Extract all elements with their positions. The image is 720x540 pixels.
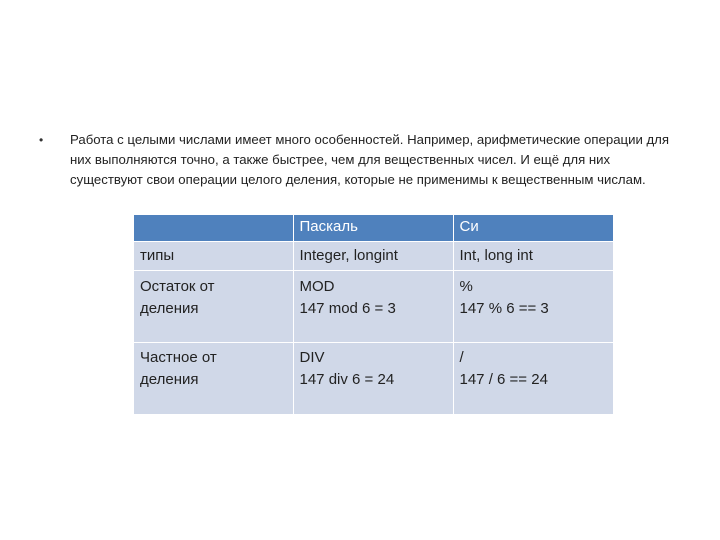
pascal-cell	[293, 270, 453, 342]
header-cell-empty	[134, 215, 293, 241]
table-header-row	[134, 215, 613, 241]
header-cell-pascal: Паскаль	[293, 215, 453, 241]
c-cell	[453, 241, 613, 270]
row-label-cell	[134, 342, 293, 414]
c-operator: %	[459, 277, 473, 295]
pascal-keyword: DIV	[299, 348, 325, 366]
row-label-line: типы	[140, 246, 175, 264]
comparison-table	[134, 215, 613, 414]
pascal-cell	[293, 241, 453, 270]
c-example: 147 % 6 == 3	[459, 299, 549, 317]
bullet-paragraph: Работа с целыми числами имеет много особенностей. Например, арифметические операции для них выполняются точно, а также быстрее, чем для вещественных чисел. И ещё для них существуют свои операции целого деления, которые не применимы к вещественным числам.	[70, 132, 670, 187]
table-row-types	[134, 241, 613, 270]
c-line: Int, long int	[459, 246, 533, 264]
table-row-quotient	[134, 342, 613, 414]
row-label-cell	[134, 241, 293, 270]
row-label-line: деления	[140, 299, 199, 317]
c-cell	[453, 342, 613, 414]
header-cell-c: Си	[453, 215, 613, 241]
row-label-line: Частное от	[140, 348, 217, 366]
bullet-marker: •	[39, 133, 44, 147]
pascal-example: 147 div 6 = 24	[299, 370, 395, 388]
c-example: 147 / 6 == 24	[459, 370, 548, 388]
row-label-cell	[134, 270, 293, 342]
pascal-keyword: MOD	[299, 277, 335, 295]
pascal-cell	[293, 342, 453, 414]
row-label-line: Остаток от	[140, 277, 215, 295]
pascal-line: Integer, longint	[299, 246, 398, 264]
row-label-line: деления	[140, 370, 199, 388]
table-row-remainder	[134, 270, 613, 342]
c-operator: /	[459, 348, 464, 366]
c-cell	[453, 270, 613, 342]
pascal-example: 147 mod 6 = 3	[299, 299, 396, 317]
